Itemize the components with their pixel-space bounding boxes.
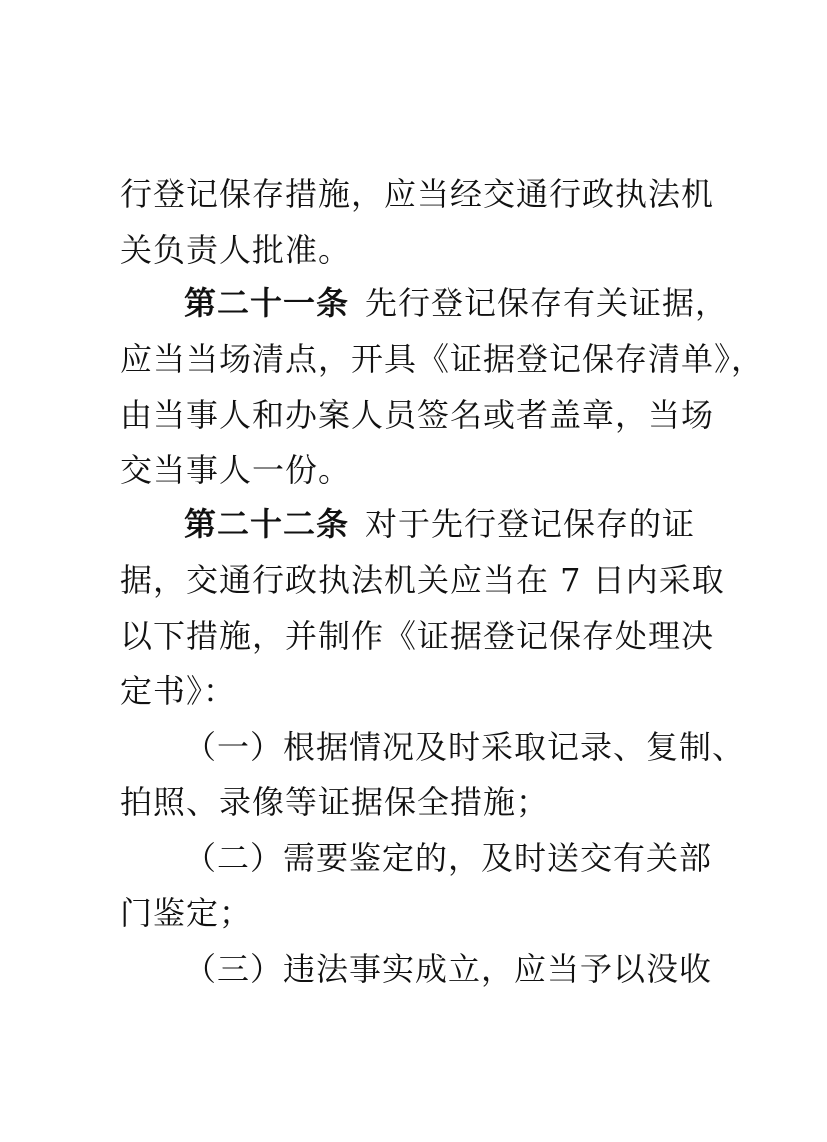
article-22-paragraph <box>184 504 695 544</box>
text-line-13: （二）需要鉴定的，及时送交有关部 <box>184 839 713 877</box>
text-line-9: 以下措施，并制作《证据登记保存处理决 <box>120 617 715 655</box>
text-line-7: 对于先行登记保存的证 <box>365 505 696 543</box>
text-line-5: 由当事人和办案人员签名或者盖章，当场 <box>120 396 715 434</box>
text-line-15: （三）违法事实成立，应当予以没收 <box>184 950 713 988</box>
text-line-8: 据，交通行政执法机关应当在 7 日内采取 <box>120 561 725 599</box>
text-line-1: 行登记保存措施，应当经交通行政执法机 <box>120 175 715 213</box>
text-line-11: （一）根据情况及时采取记录、复制、 <box>184 728 746 766</box>
article-22-heading: 第二十二条 <box>184 505 350 543</box>
article-21-heading: 第二十一条 <box>184 284 350 322</box>
text-line-2: 关负责人批准。 <box>120 231 352 269</box>
text-line-10: 定书》： <box>120 672 237 710</box>
text-line-6: 交当事人一份。 <box>120 451 352 489</box>
text-line-14: 门鉴定； <box>120 894 253 932</box>
article-21-paragraph <box>184 283 728 323</box>
text-line-3: 先行登记保存有关证据， <box>365 284 729 322</box>
text-line-4: 应当当场清点，开具《证据登记保存清单》， <box>120 340 765 378</box>
text-line-12: 拍照、录像等证据保全措施； <box>120 783 550 821</box>
